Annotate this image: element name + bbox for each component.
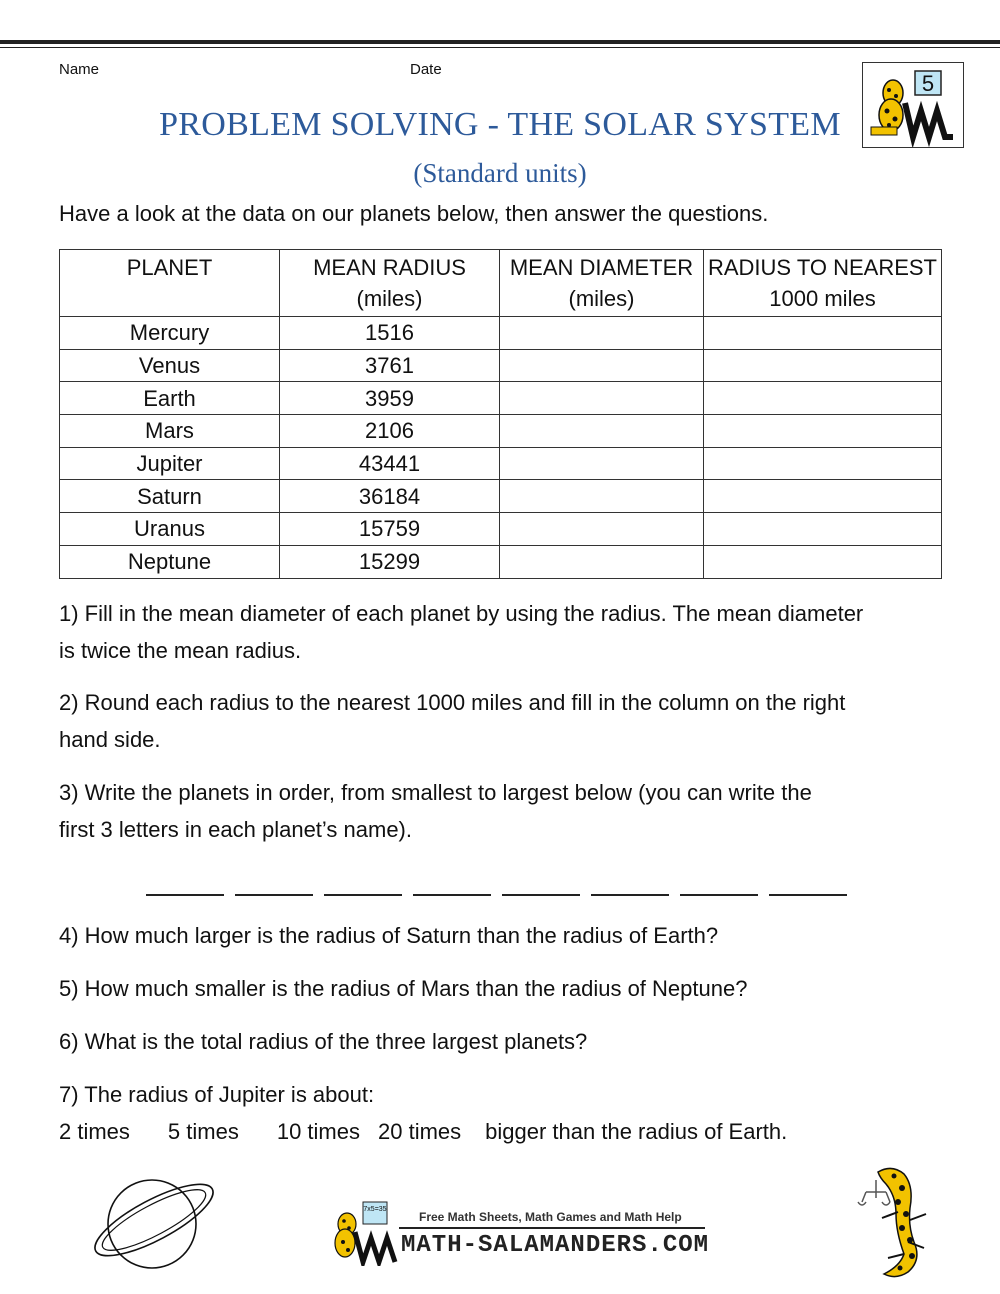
answer-blank[interactable] [769, 872, 847, 896]
question-2: 2) Round each radius to the nearest 1000 miles and fill in the column on the right hand side. [59, 690, 846, 752]
saturn-icon [84, 1168, 224, 1278]
option-tail: bigger than the radius of Earth. [485, 1119, 788, 1144]
radius-cell: 3761 [280, 349, 500, 382]
radius-cell: 43441 [280, 447, 500, 480]
option-20-times[interactable]: 20 times [378, 1119, 462, 1144]
top-rule-thin [0, 47, 1000, 48]
diameter-blank-cell[interactable] [500, 480, 704, 513]
question-7: 7) The radius of Jupiter is about: [59, 1082, 375, 1107]
question-4: 4) How much larger is the radius of Saturn than the radius of Earth? [59, 923, 719, 948]
footer-site-name[interactable]: MATH-SALAMANDERS.COM [401, 1232, 710, 1259]
page-subtitle: (Standard units) [413, 158, 587, 188]
option-5-times[interactable]: 5 times [167, 1119, 239, 1144]
diameter-blank-cell[interactable] [500, 349, 704, 382]
answer-blank[interactable] [413, 872, 491, 896]
svg-text:7x5=35: 7x5=35 [363, 1206, 387, 1213]
radius-cell: 1516 [280, 317, 500, 350]
question-6: 6) What is the total radius of the three largest planets? [59, 1029, 588, 1054]
intro-text: Have a look at the data on our planets below, then answer the questions. [59, 201, 769, 226]
order-answer-blanks [146, 872, 858, 902]
rounded-blank-cell[interactable] [704, 415, 942, 448]
diameter-blank-cell[interactable] [500, 382, 704, 415]
table-row [60, 545, 942, 578]
answer-blank[interactable] [591, 872, 669, 896]
planet-cell: Saturn [60, 480, 280, 513]
page-title: PROBLEM SOLVING - THE SOLAR SYSTEM [159, 106, 841, 143]
question-7-options [59, 1113, 949, 1150]
salamander-scales-icon [852, 1162, 942, 1284]
planet-cell: Jupiter [60, 447, 280, 480]
col-header-rounded-radius: RADIUS TO NEAREST 1000 miles [704, 250, 942, 317]
option-2-times[interactable]: 2 times [59, 1119, 130, 1144]
grade-number: 5 [921, 71, 935, 96]
table-row [60, 349, 942, 382]
col-header-mean-radius: MEAN RADIUS (miles) [280, 250, 500, 317]
top-rule [0, 40, 1000, 44]
col-header-planet: PLANET [60, 250, 280, 317]
rounded-blank-cell[interactable] [704, 513, 942, 546]
answer-blank[interactable] [680, 872, 758, 896]
planet-table [59, 249, 942, 579]
radius-cell: 2106 [280, 415, 500, 448]
footer-tagline: Free Math Sheets, Math Games and Math Help [419, 1210, 682, 1224]
answer-blank[interactable] [146, 872, 224, 896]
diameter-blank-cell[interactable] [500, 415, 704, 448]
planet-cell: Uranus [60, 513, 280, 546]
table-row [60, 317, 942, 350]
radius-cell: 3959 [280, 382, 500, 415]
table-row [60, 513, 942, 546]
question-5: 5) How much smaller is the radius of Mars than the radius of Neptune? [59, 976, 748, 1001]
planet-cell: Neptune [60, 545, 280, 578]
diameter-blank-cell[interactable] [500, 317, 704, 350]
answer-blank[interactable] [324, 872, 402, 896]
rounded-blank-cell[interactable] [704, 382, 942, 415]
rounded-blank-cell[interactable] [704, 545, 942, 578]
planet-cell: Mercury [60, 317, 280, 350]
diameter-blank-cell[interactable] [500, 447, 704, 480]
planet-cell: Earth [60, 382, 280, 415]
radius-cell: 36184 [280, 480, 500, 513]
footer-logo [325, 1198, 715, 1268]
name-label: Name [59, 61, 100, 78]
planet-cell: Venus [60, 349, 280, 382]
diameter-blank-cell[interactable] [500, 513, 704, 546]
rounded-blank-cell[interactable] [704, 447, 942, 480]
col-header-mean-diameter: MEAN DIAMETER (miles) [500, 250, 704, 317]
answer-blank[interactable] [235, 872, 313, 896]
rounded-blank-cell[interactable] [704, 317, 942, 350]
footer-rule [399, 1227, 705, 1229]
table-row [60, 447, 942, 480]
date-label: Date [410, 61, 442, 78]
rounded-blank-cell[interactable] [704, 480, 942, 513]
option-10-times[interactable]: 10 times [276, 1119, 360, 1144]
footer-salamander-icon [325, 1198, 400, 1266]
rounded-blank-cell[interactable] [704, 349, 942, 382]
question-3: 3) Write the planets in order, from smallest to largest below (you can write the first 3 letters in each planet’s name). [59, 780, 812, 842]
answer-blank[interactable] [502, 872, 580, 896]
table-row [60, 480, 942, 513]
table-header-row [60, 250, 942, 317]
radius-cell: 15759 [280, 513, 500, 546]
diameter-blank-cell[interactable] [500, 545, 704, 578]
table-row [60, 382, 942, 415]
question-1: 1) Fill in the mean diameter of each planet by using the radius. The mean diameter is twice the mean radius. [59, 601, 864, 663]
planet-cell: Mars [60, 415, 280, 448]
radius-cell: 15299 [280, 545, 500, 578]
table-row [60, 415, 942, 448]
